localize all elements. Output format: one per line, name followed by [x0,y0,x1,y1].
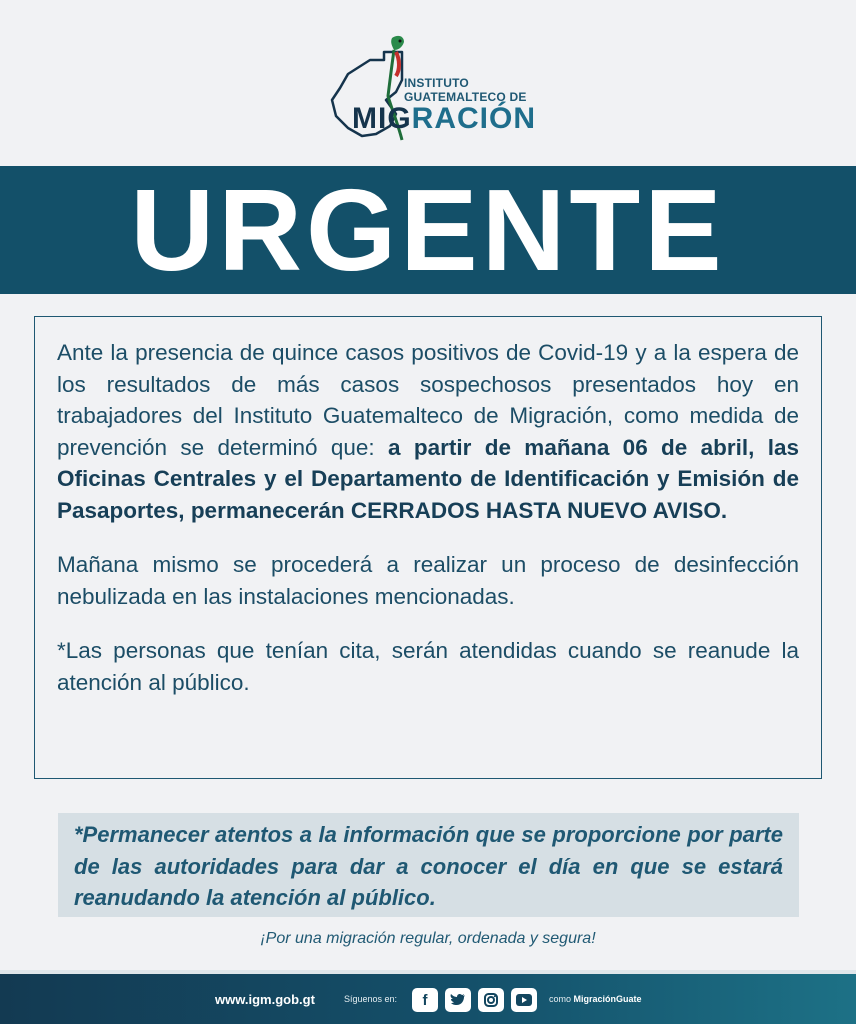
logo-text-migracion-part1: MIG [352,102,412,135]
social-handle [549,994,642,1004]
announcement-paragraph-1 [57,337,799,526]
follow-label: Síguenos en: [344,994,398,1004]
logo-text-migracion-part2: RACIÓN [411,102,537,135]
logo-text-guatemalteco: GUATEMALTECO DE [404,90,527,104]
youtube-icon[interactable] [511,988,537,1012]
logo-text-instituto: INSTITUTO [404,76,469,90]
handle-name: MigraciónGuate [573,994,642,1004]
facebook-icon[interactable]: f [412,988,438,1012]
handle-prefix: como [549,994,572,1004]
advisory-note [58,813,799,917]
announcement-box [34,316,822,779]
advisory-note-text: *Permanecer atentos a la información que se proporcione por parte de las autoridades para dar a conocer el día en que se estará reanudando la atención al público. [74,822,783,910]
slogan: ¡Por una migración regular, ordenada y segura! [260,930,596,947]
twitter-icon[interactable] [445,988,471,1012]
institute-logo [326,30,536,148]
announcement-intro: Ante la presencia de quince casos positivos de Covid-19 y a la espera de los resultados de más casos sospechosos presentados hoy en trabajadores del Instituto Guatemalteco de Migración, como medida de prevención se determinó que: [57,340,799,460]
announcement-paragraph-3: *Las personas que tenían cita, serán atendidas cuando se reanude la atención al público. [57,638,799,695]
instagram-icon[interactable] [478,988,504,1012]
footer [0,974,856,1024]
announcement-paragraph-2: Mañana mismo se procederá a realizar un proceso de desinfección nebulizada en las instalaciones mencionadas. [57,552,799,609]
banner-title: URGENTE [130,165,726,295]
website-link[interactable]: www.igm.gob.gt [215,992,315,1007]
logo-text-migracion [352,102,536,136]
urgent-banner [0,166,856,294]
announcement-closure-notice: a partir de mañana 06 de abril, las Oficinas Centrales y el Departamento de Identificación y Emisión de Pasaportes, permanecerán CERRADOS HASTA NUEVO AVISO. [57,434,800,523]
